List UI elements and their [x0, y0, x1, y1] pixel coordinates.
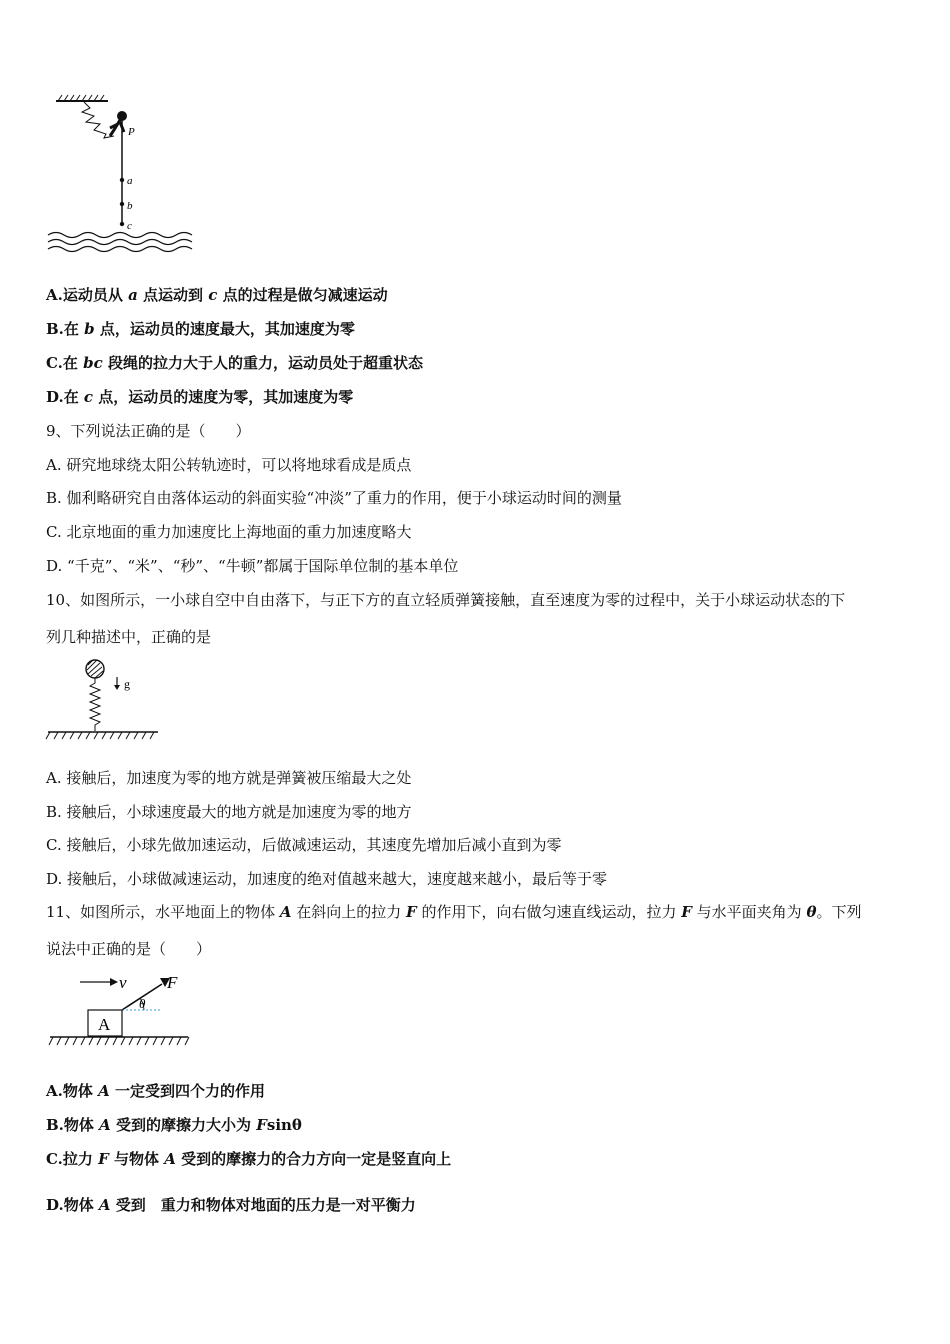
q11-stem-line2: 说法中正确的是（ ）	[46, 940, 212, 958]
q9-option-a: A. 研究地球绕太阳公转轨迹时，可以将地球看成是质点	[46, 456, 412, 474]
label-f: F	[167, 973, 178, 992]
q9-option-b: B. 伽利略研究自由落体运动的斜面实验“冲淡”了重力的作用，便于小球运动时间的测量	[46, 489, 622, 507]
q11-stem-line1: 11、如图所示，水平地面上的物体 A 在斜向上的拉力 F 的作用下，向右做匀速直线运动，拉力 F 与水平面夹角为 θ。下列	[46, 903, 862, 921]
q8-option-b: B.在 b 点，运动员的速度最大，其加速度为零	[46, 320, 355, 338]
q10-option-b: B. 接触后，小球速度最大的地方就是加速度为零的地方	[46, 803, 412, 821]
label-b: b	[127, 200, 133, 212]
label-p: P	[128, 126, 135, 138]
q11-option-b: B.物体 A 受到的摩擦力大小为 Fsinθ	[46, 1116, 302, 1134]
q9-option-c: C. 北京地面的重力加速度比上海地面的重力加速度略大	[46, 523, 412, 541]
spring-ball-figure	[44, 655, 164, 745]
q8-option-a: A.运动员从 a 点运动到 c 点的过程是做匀减速运动	[46, 286, 388, 304]
q8-option-c: C.在 bc 段绳的拉力大于人的重力，运动员处于超重状态	[46, 354, 423, 372]
label-block: A	[98, 1015, 111, 1034]
q11-option-d: D.物体 A 受到 重力和物体对地面的压力是一对平衡力	[46, 1196, 416, 1214]
q8-option-d: D.在 c 点，运动员的速度为零，其加速度为零	[46, 388, 354, 406]
block-force-figure	[44, 966, 194, 1056]
label-theta: θ	[139, 996, 146, 1011]
label-v: v	[119, 973, 127, 992]
q11-option-c: C.拉力 F 与物体 A 受到的摩擦力的合力方向一定是竖直向上	[46, 1150, 452, 1168]
label-g: g	[124, 677, 130, 691]
bungee-figure	[44, 92, 204, 257]
label-a: a	[127, 175, 133, 187]
q10-option-d: D. 接触后，小球做减速运动，加速度的绝对值越来越大，速度越来越小，最后等于零	[46, 870, 608, 888]
q10-option-c: C. 接触后，小球先做加速运动，后做减速运动，其速度先增加后减小直到为零	[46, 836, 562, 854]
q9-stem: 9、下列说法正确的是（ ）	[46, 422, 251, 440]
q10-stem-line2: 列几种描述中，正确的是	[46, 628, 212, 646]
q9-option-d: D. “千克”、“米”、“秒”、“牛顿”都属于国际单位制的基本单位	[46, 557, 459, 575]
q10-option-a: A. 接触后，加速度为零的地方就是弹簧被压缩最大之处	[46, 769, 412, 787]
q10-stem-line1: 10、如图所示，一小球自空中自由落下，与正下方的直立轻质弹簧接触，直至速度为零的过程中，关于小球运动状态的下	[46, 591, 846, 609]
label-c: c	[127, 220, 132, 232]
q11-option-a: A.物体 A 一定受到四个力的作用	[46, 1082, 265, 1100]
